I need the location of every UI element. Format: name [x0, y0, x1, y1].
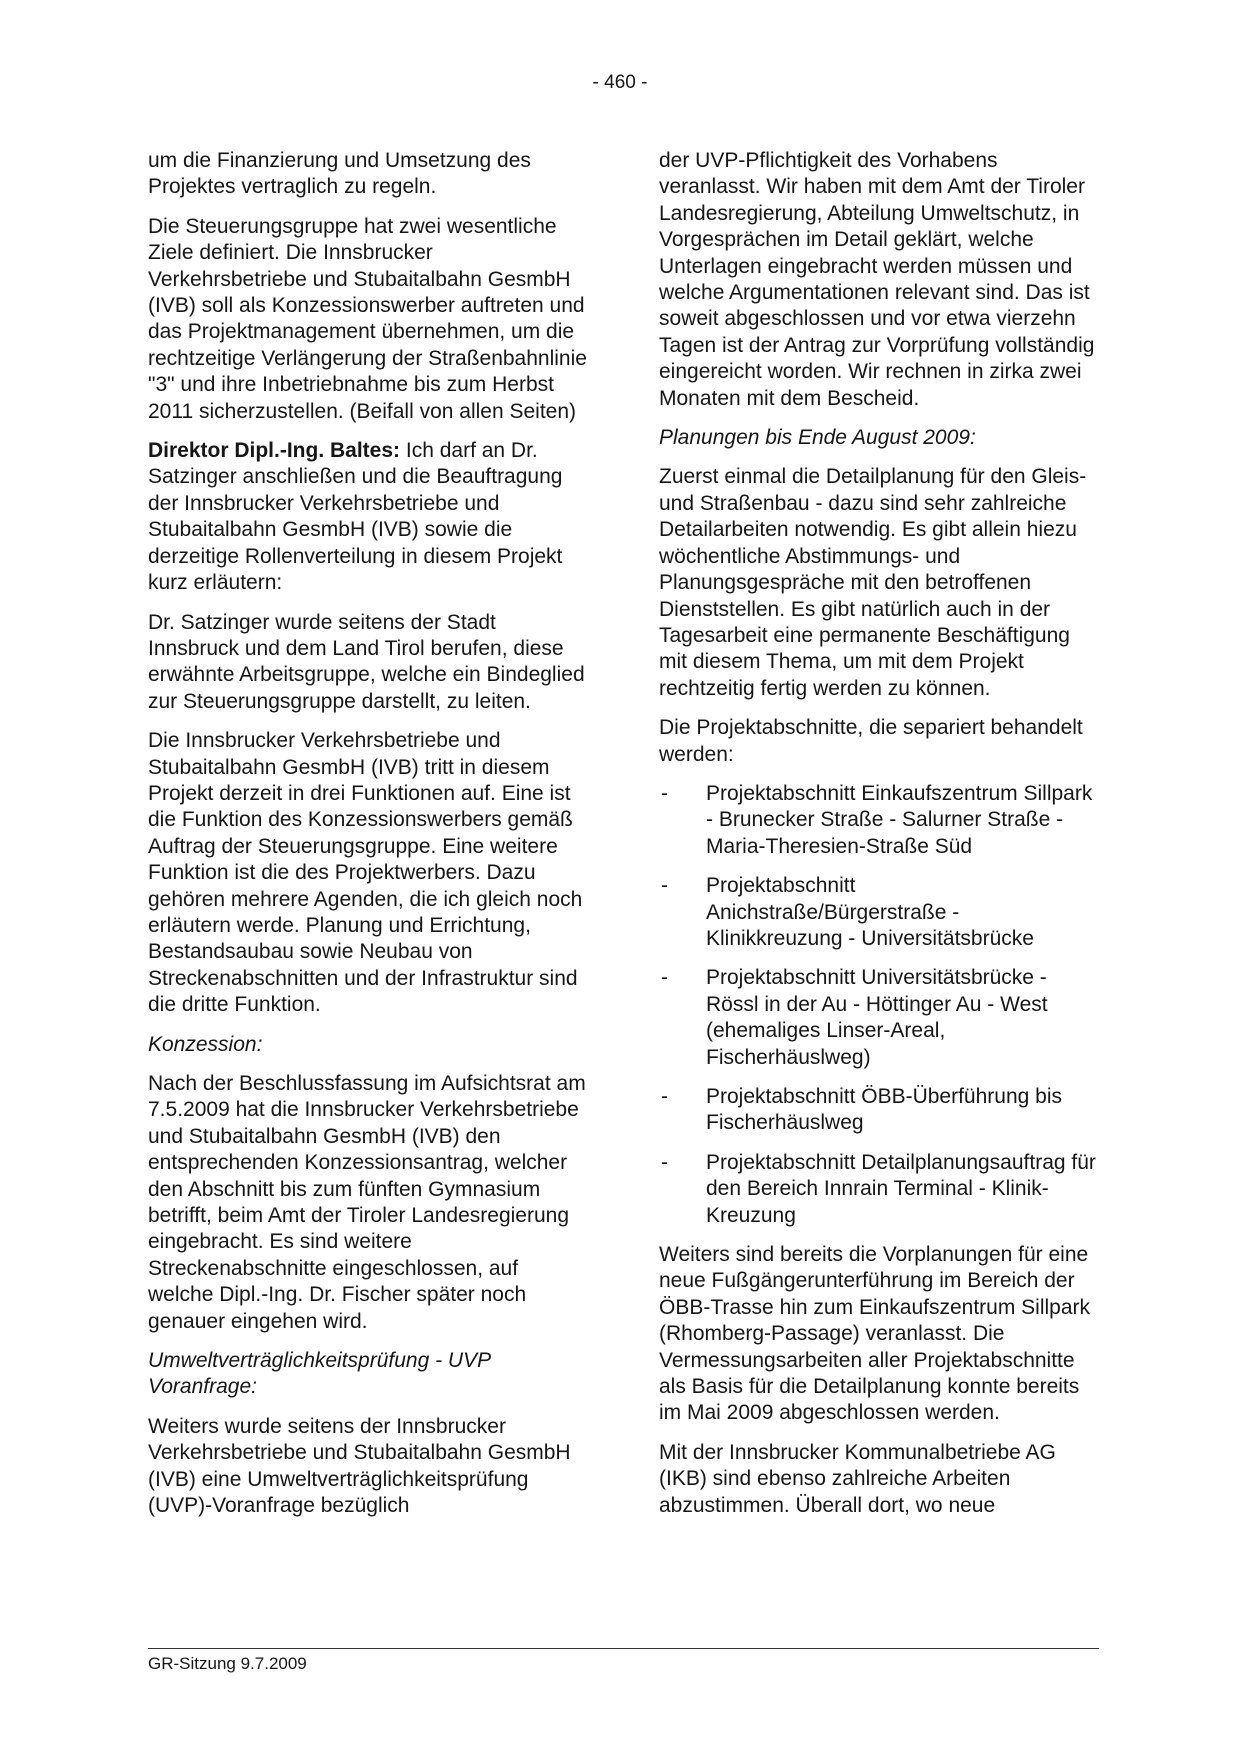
speaker-text: Ich darf an Dr. Satzinger anschließen und die Beauftragung der Innsbrucker Verkehrsbetriebe und Stubaitalbahn GesmbH (IVB) sowie die derzeitige Rollenverteilung in diesem Projekt kurz erläutern: [148, 439, 563, 595]
list-item [659, 781, 1099, 860]
right-column [659, 148, 1099, 1532]
list-dash: - [661, 874, 668, 898]
list-dash: - [661, 966, 668, 990]
list-item [659, 965, 1099, 1071]
list-item-text: Projektabschnitt Detailplanungsauftrag für den Bereich Innrain Terminal - Klinik-Kreuzung [706, 1150, 1096, 1227]
paragraph: Zuerst einmal die Detailplanung für den Gleis- und Straßenbau - dazu sind sehr zahlreiche Detailarbeiten notwendig. Es gibt allein hiezu wöchentliche Abstimmungs- und Planungsgespräche mit den betroffenen Dienststellen. Es gibt natürlich auch in der Tagesarbeit eine permanente Beschäftigung mit diesem Thema, um mit dem Projekt rechtzeitig fertig werden zu können. [659, 465, 1087, 700]
section-heading: Konzession: [148, 1032, 263, 1056]
paragraph: Die Innsbrucker Verkehrsbetriebe und Stubaitalbahn GesmbH (IVB) tritt in diesem Projekt derzeit in drei Funktionen auf. Eine ist die Funktion des Konzessionswerbers gemäß Auftrag der Steuerungsgruppe. Eine weitere Funktion ist die des Projektwerbers. Dazu gehören mehrere Agenden, die ich gleich noch erläutern werde. Planung und Errichtung, Bestandsaubau sowie Neubau von Streckenabschnitten und der Infrastruktur sind die dritte Funktion. [148, 729, 583, 1017]
list-item-text: Projektabschnitt Universitätsbrücke - Rössl in der Au - Höttinger Au - West (ehemaliges Linser-Areal, Fischerhäuslweg) [706, 966, 1048, 1069]
list-item-text: Projektabschnitt ÖBB-Überführung bis Fischerhäuslweg [706, 1085, 1063, 1135]
paragraph: der UVP-Pflichtigkeit des Vorhabens veranlasst. Wir haben mit dem Amt der Tiroler Landesregierung, Abteilung Umweltschutz, in Vorgesprächen im Detail geklärt, welche Unterlagen eingebracht werden müssen und welche Argumentationen relevant sind. Das ist soweit abgeschlossen und vor etwa vierzehn Tagen ist der Antrag zur Vorprüfung vollständig eingereicht worden. Wir rechnen in zirka zwei Monaten mit dem Bescheid. [659, 149, 1095, 410]
paragraph: Die Steuerungsgruppe hat zwei wesentliche Ziele definiert. Die Innsbrucker Verkehrsbetriebe und Stubaitalbahn GesmbH (IVB) soll als Konzessionswerber auftreten und das Projektmanagement übernehmen, um die rechtzeitige Verlängerung der Straßenbahnlinie "3" und ihre Inbetriebnahme bis zum Herbst 2011 sicherzustellen. (Beifall von allen Seiten) [148, 214, 587, 423]
paragraph: Dr. Satzinger wurde seitens der Stadt Innsbruck und dem Land Tirol berufen, diese erwähnte Arbeitsgruppe, welche ein Bindeglied zur Steuerungsgruppe darstellt, zu leiten. [148, 610, 585, 713]
paragraph: Mit der Innsbrucker Kommunalbetriebe AG (IKB) sind ebenso zahlreiche Arbeiten abzustimmen. Überall dort, wo neue [659, 1440, 1056, 1517]
paragraph: Weiters wurde seitens der Innsbrucker Verkehrsbetriebe und Stubaitalbahn GesmbH (IVB) eine Umweltverträglichkeitsprüfung (UVP)-Voranfrage bezüglich [148, 1414, 571, 1518]
list-item [659, 1150, 1099, 1229]
list-item [659, 873, 1099, 952]
left-column [148, 148, 588, 1533]
paragraph-speaker-statement [148, 438, 588, 596]
list-dash: - [661, 781, 668, 805]
paragraph: Nach der Beschlussfassung im Aufsichtsrat am 7.5.2009 hat die Innsbrucker Verkehrsbetriebe und Stubaitalbahn GesmbH (IVB) den entsprechenden Konzessionsantrag, welcher den Abschnitt bis zum fünften Gymnasium betrifft, beim Amt der Tiroler Landesregierung eingebracht. Es sind weitere Streckenabschnitte eingeschlossen, auf welche Dipl.-Ing. Dr. Fischer später noch genauer eingehen wird. [148, 1072, 586, 1333]
list-dash: - [661, 1085, 668, 1108]
section-heading: Umweltverträglichkeitsprüfung - UVP Voranfrage: [148, 1349, 491, 1399]
list-item-text: Projektabschnitt Einkaufszentrum Sillpark - Brunecker Straße - Salurner Straße - Maria-Theresien-Straße Süd [706, 781, 1093, 858]
footer-divider [148, 1648, 1099, 1649]
paragraph: um die Finanzierung und Umsetzung des Projektes vertraglich zu regeln. [148, 149, 531, 199]
section-heading: Planungen bis Ende August 2009: [659, 426, 976, 450]
paragraph: Die Projektabschnitte, die separiert behandelt werden: [659, 716, 1083, 766]
speaker-name: Direktor Dipl.-Ing. Baltes: [148, 439, 401, 463]
list-dash: - [661, 1150, 668, 1174]
paragraph: Weiters sind bereits die Vorplanungen für eine neue Fußgängerunterführung im Bereich der ÖBB-Trasse hin zum Einkaufszentrum Sillpark (Rhomberg-Passage) veranlasst. Die Vermessungsarbeiten aller Projektabschnitte als Basis für die Detailplanung konnte bereits im Mai 2009 abgeschlossen werden. [659, 1243, 1091, 1425]
project-sections-list [659, 781, 1099, 1229]
page-number: - 460 - [592, 72, 648, 93]
list-item-text: Projektabschnitt Anichstraße/Bürgerstraße - Klinikkreuzung - Universitätsbrücke [706, 874, 1034, 950]
list-item [659, 1084, 1099, 1137]
footer-session-label: GR-Sitzung 9.7.2009 [148, 1654, 307, 1673]
